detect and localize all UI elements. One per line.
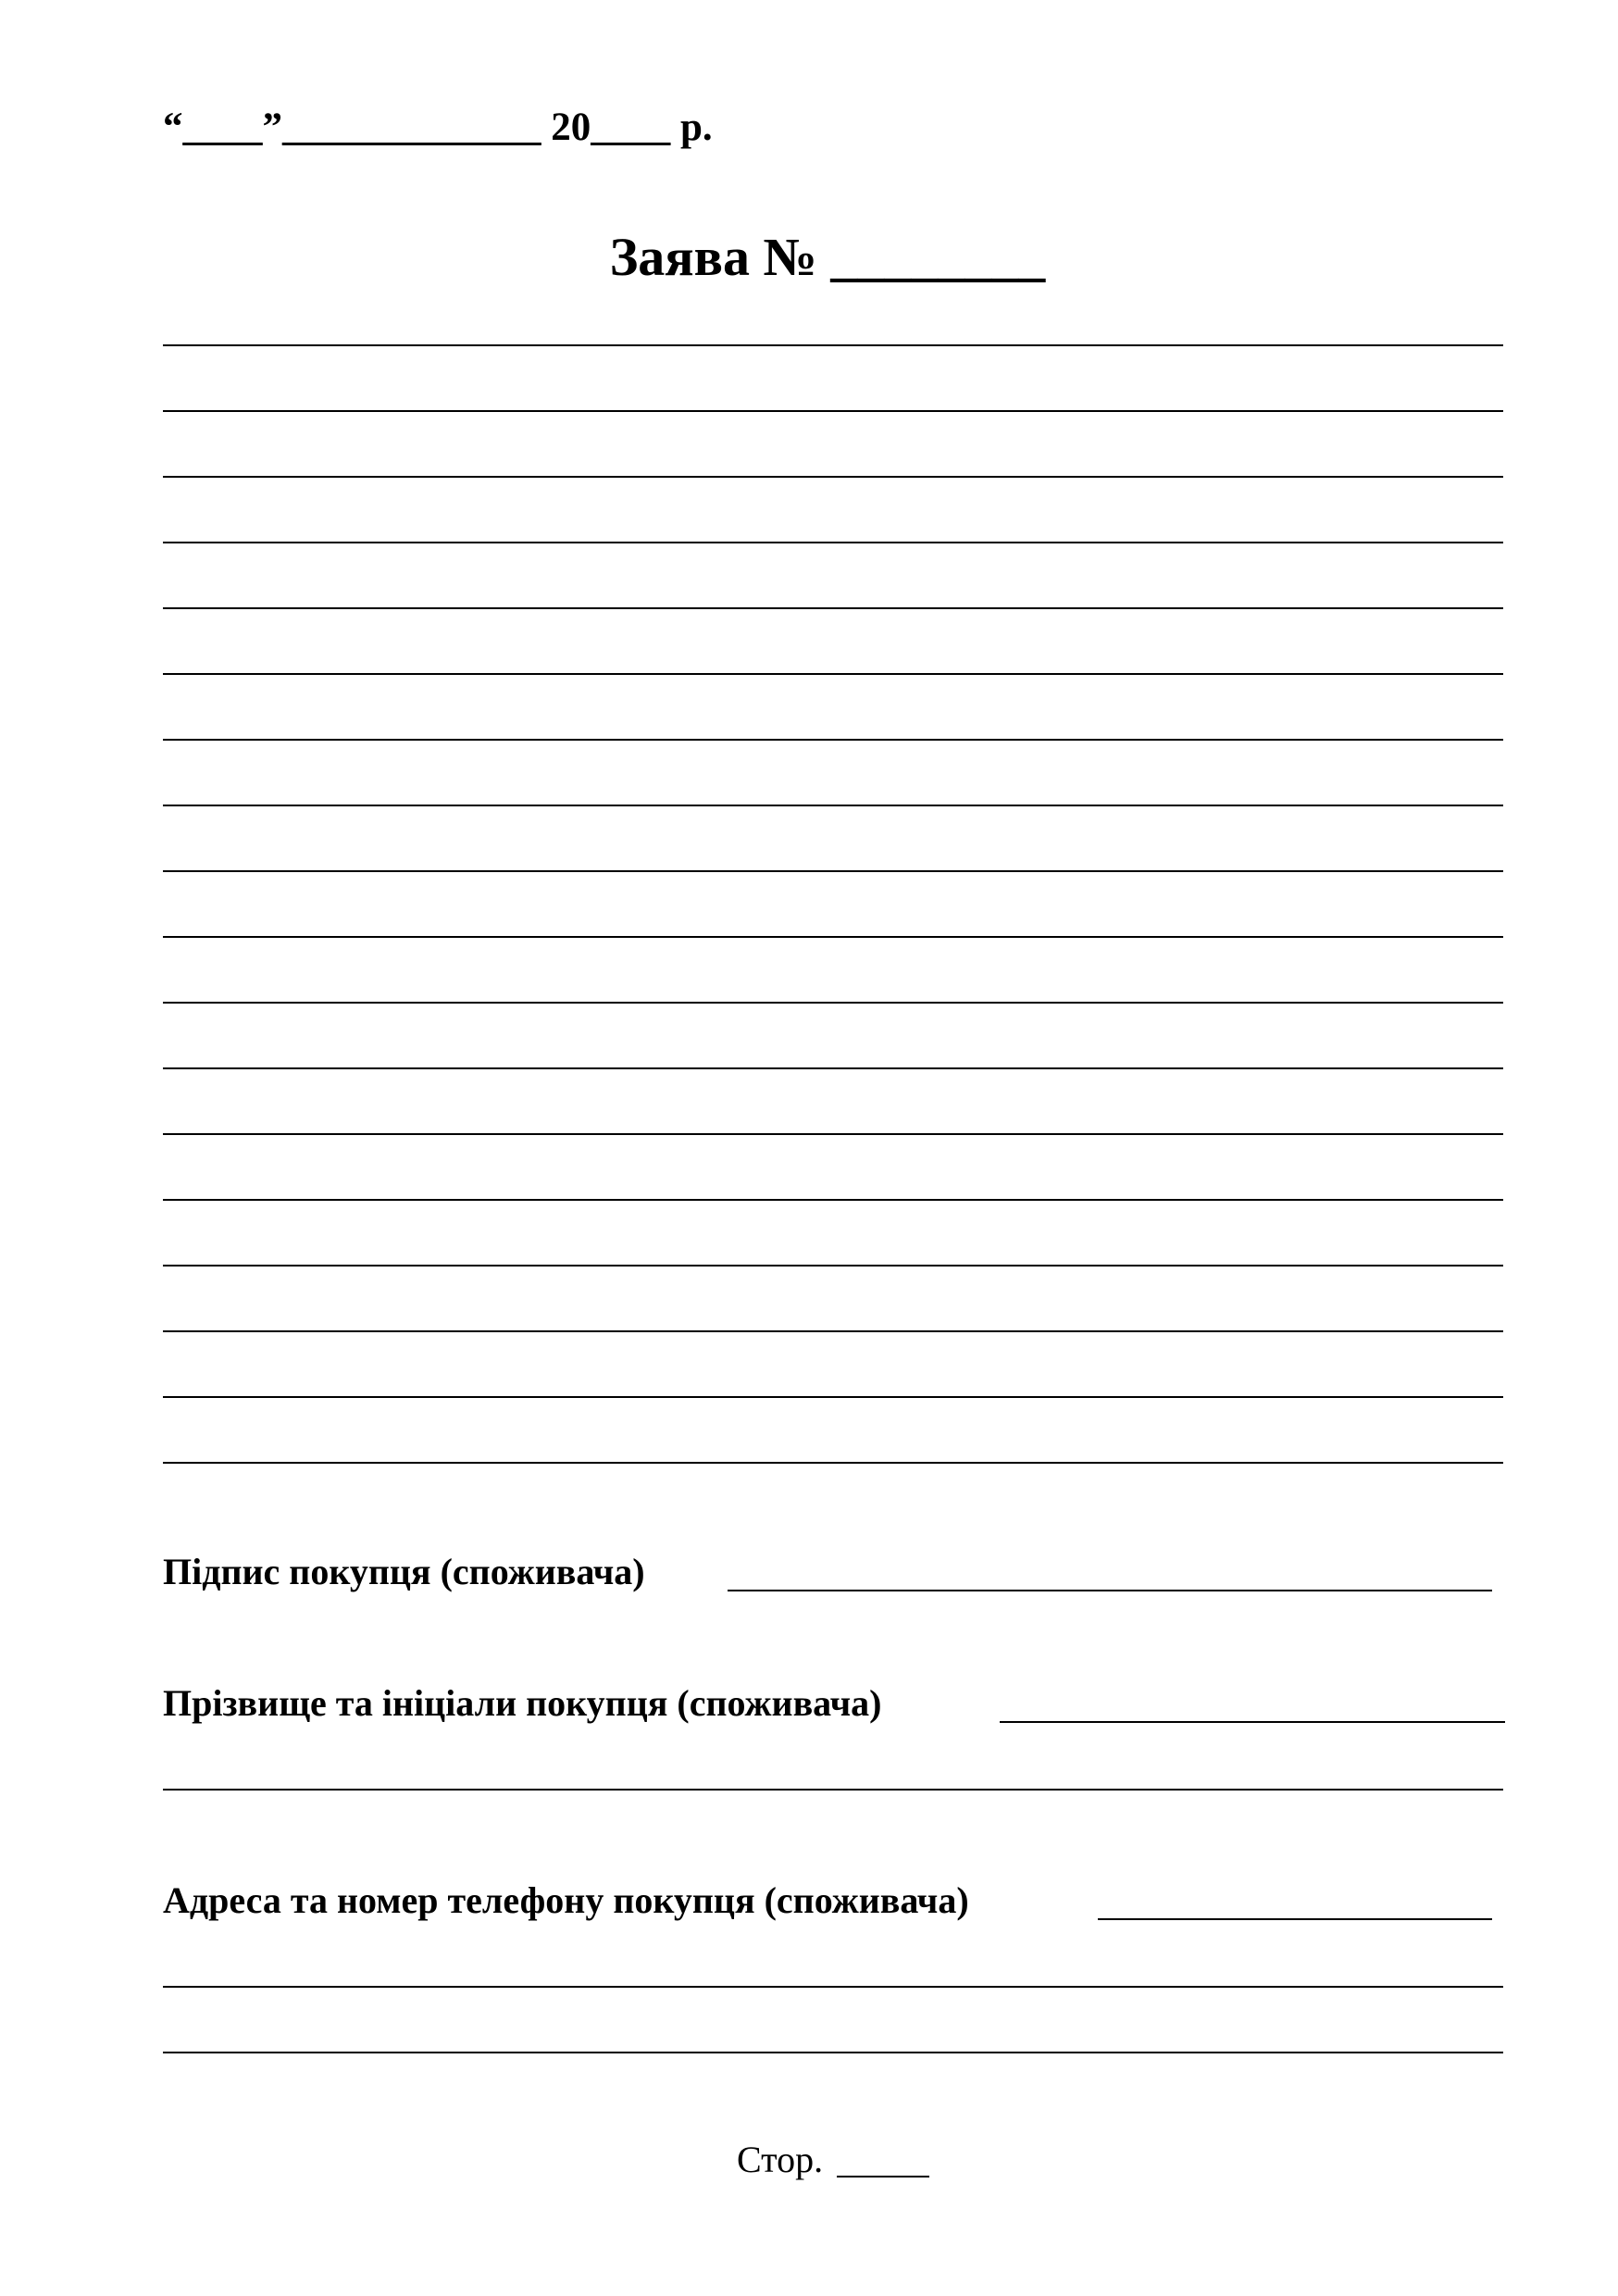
body-writing-line[interactable]	[163, 1199, 1503, 1201]
body-writing-line[interactable]	[163, 1002, 1503, 1004]
body-writing-line[interactable]	[163, 1265, 1503, 1267]
application-title: Заява № ________	[609, 227, 1046, 287]
signature-label: Підпис покупця (споживача)	[163, 1551, 645, 1592]
body-writing-line[interactable]	[163, 1330, 1503, 1332]
body-writing-line[interactable]	[163, 870, 1503, 872]
address-phone-label: Адреса та номер телефону покупця (споживача)	[163, 1879, 969, 1921]
body-writing-line[interactable]	[163, 739, 1503, 741]
body-writing-line[interactable]	[163, 936, 1503, 938]
body-writing-line[interactable]	[163, 673, 1503, 675]
body-writing-line[interactable]	[163, 476, 1503, 478]
address-continuation-line[interactable]	[163, 2052, 1503, 2053]
signature-blank[interactable]	[728, 1590, 1492, 1591]
date-line: “____”_____________ 20____ р.	[163, 106, 713, 149]
body-writing-line[interactable]	[163, 1067, 1503, 1069]
body-writing-line[interactable]	[163, 344, 1503, 346]
page-number-blank[interactable]	[837, 2176, 929, 2177]
full-name-continuation-line[interactable]	[163, 1789, 1503, 1791]
body-writing-line[interactable]	[163, 1133, 1503, 1135]
address-phone-blank[interactable]	[1098, 1918, 1492, 1920]
address-continuation-line[interactable]	[163, 1986, 1503, 1988]
body-writing-line[interactable]	[163, 607, 1503, 609]
body-writing-line[interactable]	[163, 805, 1503, 806]
full-name-blank[interactable]	[1000, 1721, 1505, 1723]
full-name-label: Прізвище та ініціали покупця (споживача)	[163, 1682, 882, 1724]
body-writing-line[interactable]	[163, 410, 1503, 412]
page-number-label: Стор.	[737, 2139, 824, 2180]
body-writing-line[interactable]	[163, 1396, 1503, 1398]
body-writing-line[interactable]	[163, 1462, 1503, 1464]
body-writing-line[interactable]	[163, 542, 1503, 543]
